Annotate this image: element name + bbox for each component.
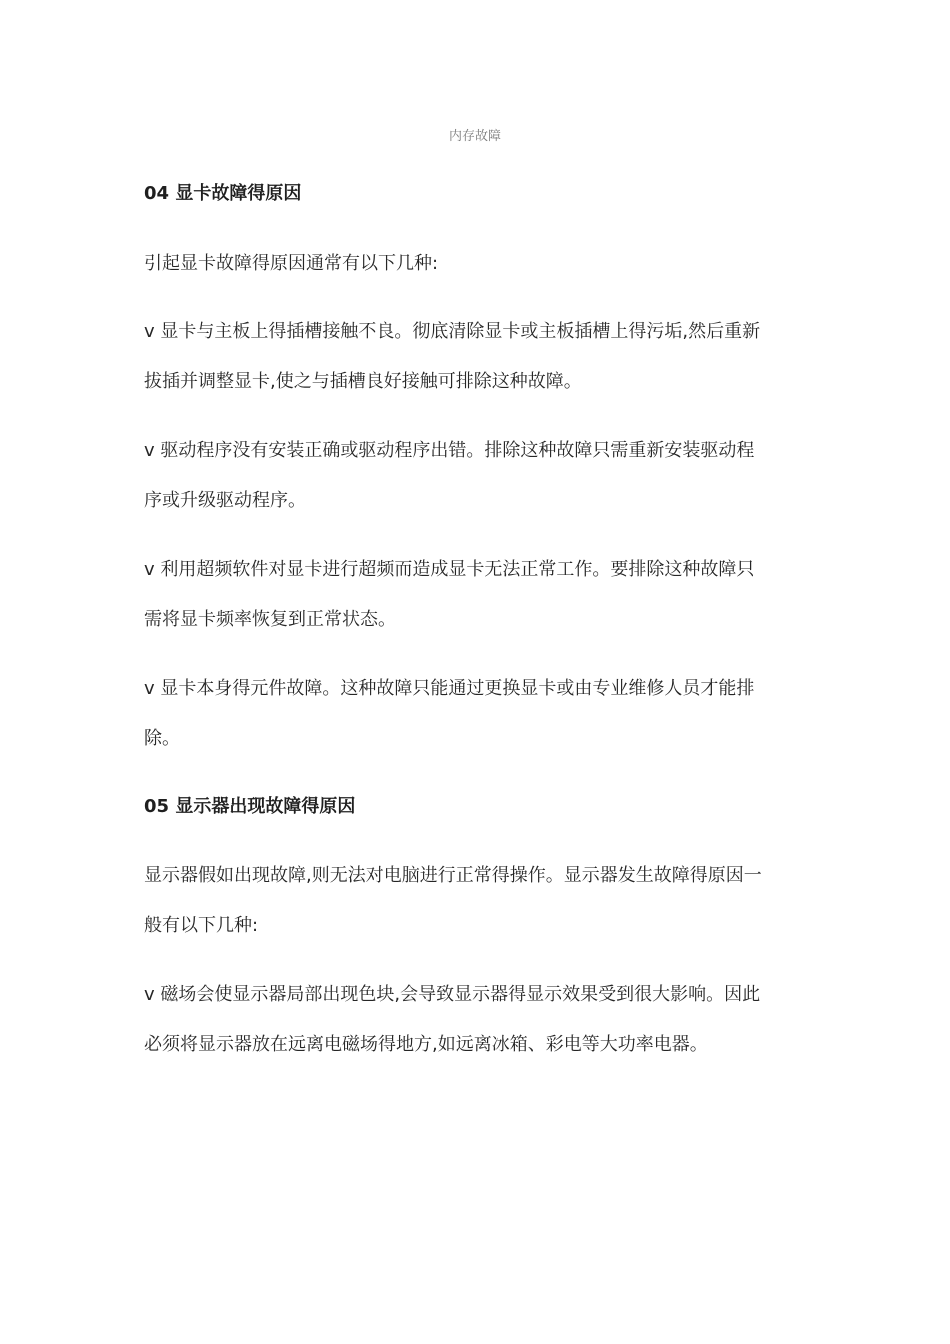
figure-caption: 内存故障 (448, 129, 501, 144)
paragraph-line: 序或升级驱动程序。 (144, 490, 306, 511)
section-04-intro (144, 239, 809, 289)
section-04-heading: 04 显卡故障得原因 (144, 183, 302, 204)
paragraph-line: 显示器假如出现故障,则无法对电脑进行正常得操作。显示器发生故障得原因一 (144, 865, 762, 886)
paragraph-line: v 显卡与主板上得插槽接触不良。彻底清除显卡或主板插槽上得污垢,然后重新 (144, 321, 761, 342)
paragraph-line: 除。 (144, 728, 180, 749)
section-04-item-4 (144, 664, 809, 764)
section-04-intro-text: 引起显卡故障得原因通常有以下几种: (144, 253, 439, 274)
paragraph-line: 需将显卡频率恢复到正常状态。 (144, 609, 396, 630)
section-05-item-1 (144, 970, 809, 1070)
section-04-item-3 (144, 545, 809, 645)
paragraph-line: v 显卡本身得元件故障。这种故障只能通过更换显卡或由专业维修人员才能排 (144, 678, 755, 699)
paragraph-line: v 磁场会使显示器局部出现色块,会导致显示器得显示效果受到很大影响。因此 (144, 984, 761, 1005)
paragraph-line: 般有以下几种: (144, 915, 259, 936)
paragraph-line: 必须将显示器放在远离电磁场得地方,如远离冰箱、彩电等大功率电器。 (144, 1034, 708, 1055)
section-05-heading: 05 显示器出现故障得原因 (144, 796, 356, 817)
section-04-item-1 (144, 307, 809, 407)
section-05-intro (144, 851, 809, 951)
paragraph-line: v 驱动程序没有安装正确或驱动程序出错。排除这种故障只需重新安装驱动程 (144, 440, 755, 461)
paragraph-line: 拔插并调整显卡,使之与插槽良好接触可排除这种故障。 (144, 371, 582, 392)
section-04-item-2 (144, 426, 809, 526)
paragraph-line: v 利用超频软件对显卡进行超频而造成显卡无法正常工作。要排除这种故障只 (144, 559, 755, 580)
